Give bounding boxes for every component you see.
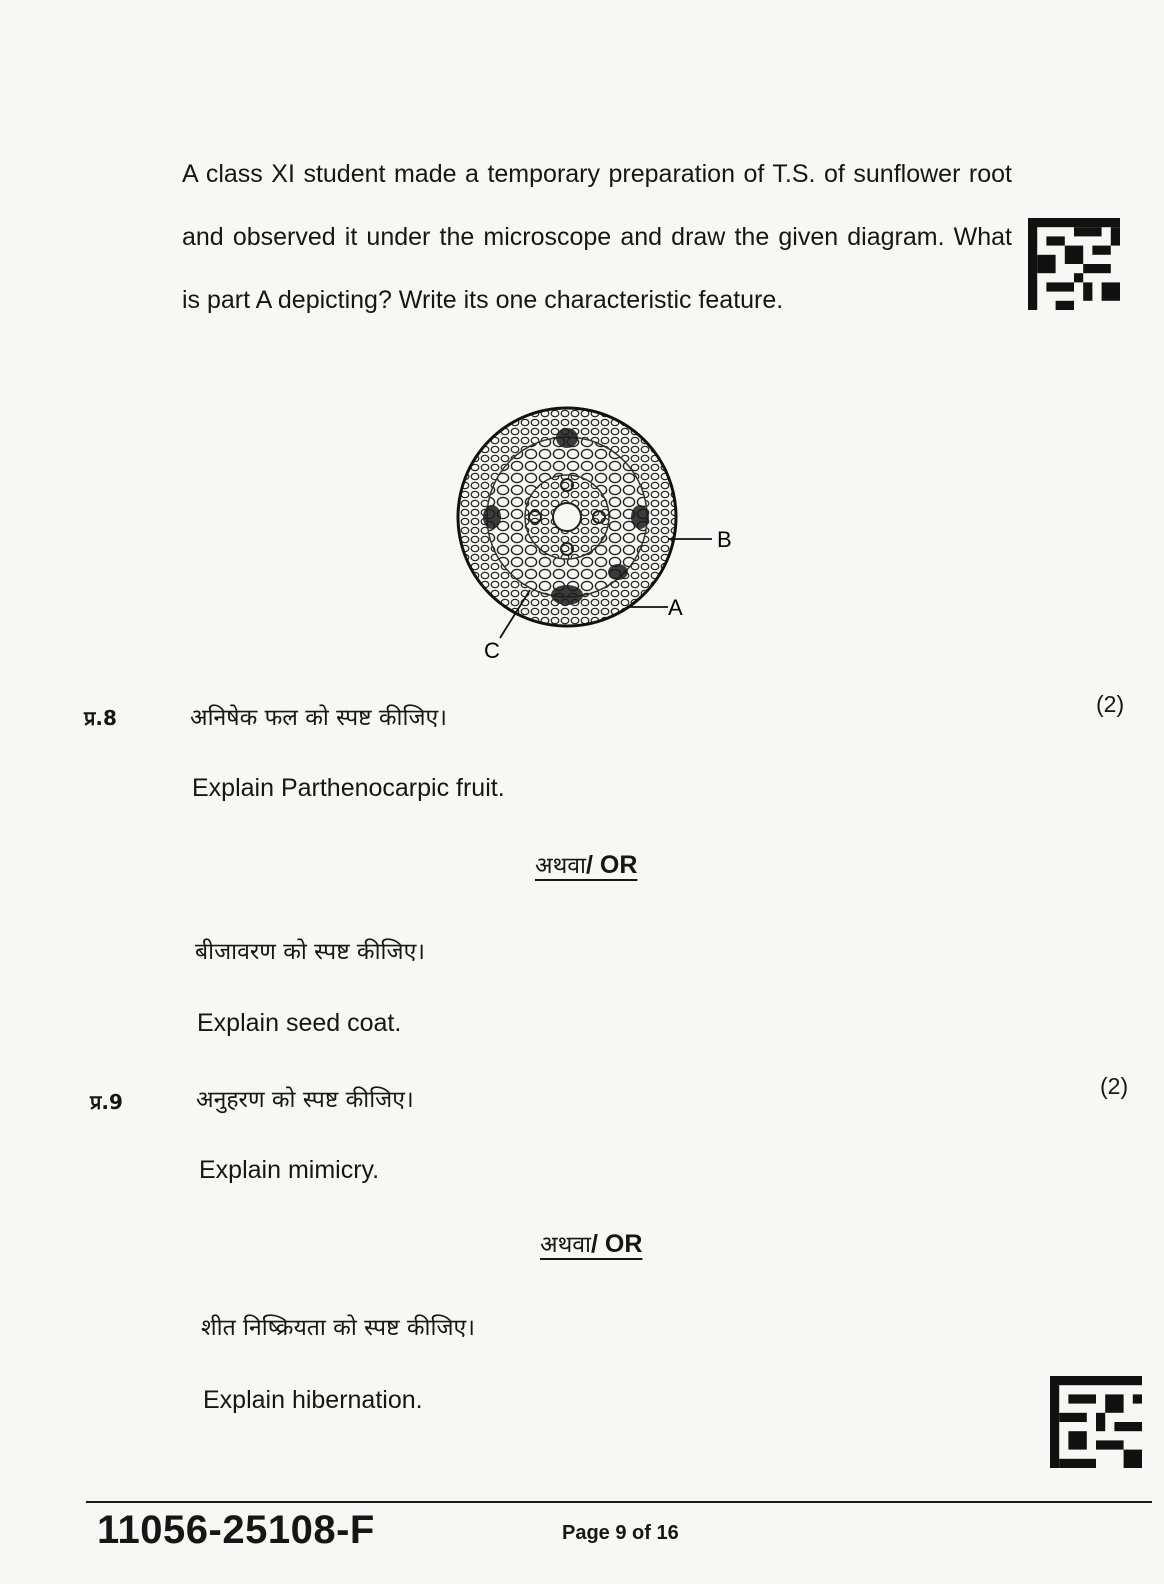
question-8-hindi: अनिषेक फल को स्पष्ट कीजिए। bbox=[190, 705, 447, 731]
question-9-alt-english: Explain hibernation. bbox=[203, 1386, 423, 1414]
question-9-or-heading bbox=[540, 1227, 642, 1259]
label-b: B bbox=[717, 527, 732, 552]
question-8-or-heading bbox=[535, 848, 637, 880]
or-english: / OR bbox=[591, 1230, 643, 1258]
question-9-number: प्र.9 bbox=[90, 1090, 123, 1114]
label-a: A bbox=[668, 595, 683, 620]
question-8-alt-english: Explain seed coat. bbox=[197, 1009, 402, 1037]
question-9-marks: (2) bbox=[1100, 1073, 1129, 1099]
or-hindi: अथवा bbox=[535, 853, 587, 879]
question-8-marks: (2) bbox=[1096, 691, 1125, 717]
question-8-number: प्र.8 bbox=[84, 706, 117, 730]
question-8-english: Explain Parthenocarpic fruit. bbox=[192, 774, 505, 802]
or-english: / OR bbox=[586, 851, 638, 879]
question-9-hindi: अनुहरण को स्पष्ट कीजिए। bbox=[196, 1087, 414, 1113]
label-c: C bbox=[484, 638, 500, 663]
question-8-alt-hindi: बीजावरण को स्पष्ट कीजिए। bbox=[195, 939, 426, 965]
qr-code-bottom bbox=[1050, 1376, 1142, 1468]
question-7-text: A class XI student made a temporary preparation of T.S. of sunflower root and observed it under the microscope and draw the given diagram. What is part A depicting? Write its one characteristic feature. bbox=[182, 160, 1012, 314]
footer-rule bbox=[86, 1501, 1152, 1503]
root-ts-diagram bbox=[440, 400, 740, 670]
question-9-english: Explain mimicry. bbox=[199, 1156, 380, 1184]
qr-code-top bbox=[1028, 218, 1120, 310]
question-9-alt-hindi: शीत निष्क्रियता को स्पष्ट कीजिए। bbox=[201, 1315, 475, 1341]
paper-code: 11056-25108-F bbox=[97, 1508, 375, 1552]
or-hindi: अथवा bbox=[540, 1232, 592, 1258]
page-number: Page 9 of 16 bbox=[562, 1522, 679, 1544]
